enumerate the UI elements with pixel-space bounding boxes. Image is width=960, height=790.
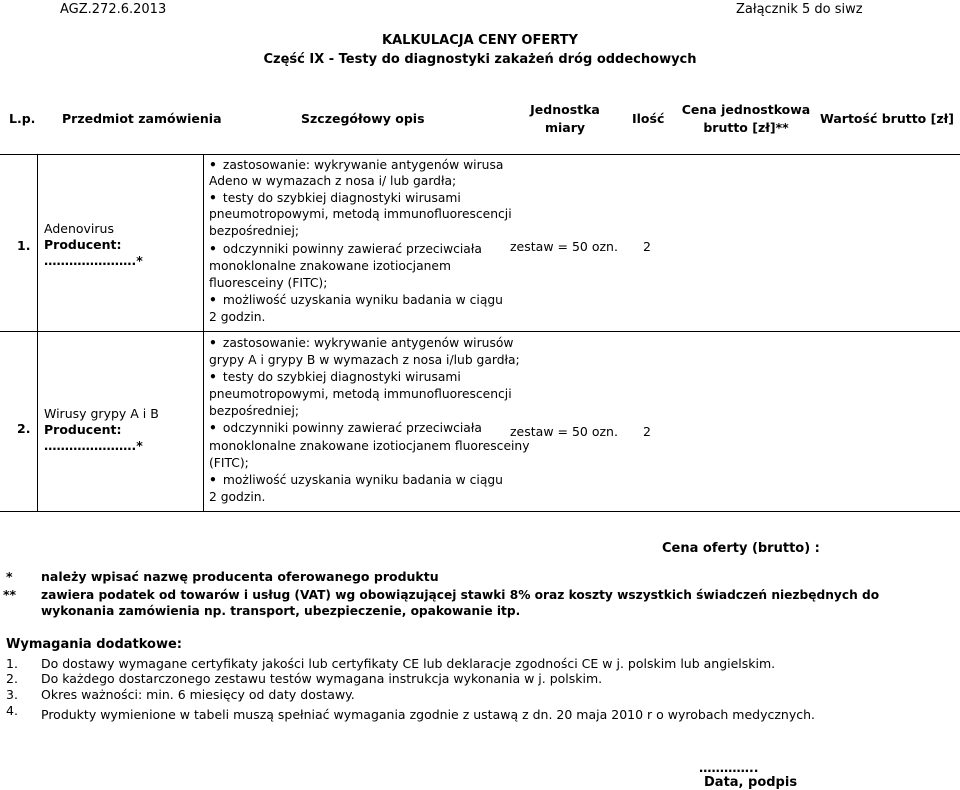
description-line: 2 godzin. [209, 310, 266, 324]
qty-value: 2 [643, 424, 651, 439]
description-line: 2 godzin. [209, 490, 266, 504]
description-line: monoklonalne znakowane izotiocjanem [209, 259, 451, 273]
list-item-number: 1. [6, 656, 18, 671]
row-number: 1. [17, 238, 31, 253]
description-line: pneumotropowymi, metodą immunofluorescencji [209, 387, 512, 401]
description-line: bezpośredniej; [209, 224, 300, 238]
header-description: Szczegółowy opis [301, 111, 425, 126]
footnote-text: zawiera podatek od towarów i usług (VAT) wg obowiązującej stawki 8% oraz koszty wszystkich świadczeń niezbędnych do wykonania zamówienia np. transport, ubezpieczenie, opakowanie itp. [41, 588, 880, 618]
subject-name: Adenovirus [44, 221, 114, 236]
description-line: bezpośredniej; [209, 404, 300, 418]
signature-label: Data, podpis [704, 775, 798, 790]
header-unit-line1: Jednostka [530, 102, 600, 117]
row-number: 2. [17, 421, 31, 436]
list-item: Produkty wymienione w tabeli muszą spełniać wymagania zgodnie z ustawą z dn. 20 maja 2010 r o wyrobach medycznych. [41, 707, 815, 722]
attachment-label: Załącznik 5 do siwz [736, 2, 863, 17]
subject-name: Wirusy grypy A i B [44, 406, 159, 421]
unit-value: zestaw = 50 ozn. [510, 239, 618, 254]
list-item-number: 3. [6, 687, 18, 702]
list-item: Do dostawy wymagane certyfikaty jakości lub certyfikaty CE lub deklaracje zgodności CE w j. polskim lub angielskim. [41, 656, 776, 671]
list-item-number: 2. [6, 671, 18, 686]
producer-field[interactable]: ………………….* [44, 438, 143, 453]
description-line: grypy A i grypy B w wymazach z nosa i/lub gardła; [209, 353, 520, 367]
producer-field[interactable]: ………………….* [44, 253, 143, 268]
description-line: fluoresceiny (FITC); [209, 276, 328, 290]
description-line: monoklonalne znakowane izotiocjanem fluoresceiny [209, 439, 530, 453]
total-price-label: Cena oferty (brutto) : [662, 541, 820, 556]
description-line: zastosowanie: wykrywanie antygenów wirusów [222, 336, 514, 350]
footnote-mark: * [6, 569, 13, 584]
header-lp: L.p. [9, 111, 36, 126]
header-price-line1: Cena jednostkowa [681, 102, 811, 117]
document-subtitle: Część IX - Testy do diagnostyki zakażeń dróg oddechowych [263, 52, 697, 67]
description-line: możliwość uzyskania wyniku badania w ciągu [222, 473, 503, 487]
footnote-mark: ** [3, 587, 17, 602]
document-ref: AGZ.272.6.2013 [60, 2, 167, 17]
header-qty: Ilość [632, 111, 665, 126]
unit-value: zestaw = 50 ozn. [510, 424, 618, 439]
qty-value: 2 [643, 239, 651, 254]
header-price-line2: brutto [zł]** [703, 120, 789, 135]
requirements-title: Wymagania dodatkowe: [6, 637, 183, 652]
producer-label: Producent: [44, 422, 122, 437]
description-line: (FITC); [209, 456, 249, 470]
description-line: zastosowanie: wykrywanie antygenów wirusa [222, 158, 504, 172]
list-item: Do każdego dostarczonego zestawu testów wymagana instrukcja wykonania w j. polskim. [41, 671, 603, 686]
header-value: Wartość brutto [zł] [820, 111, 954, 126]
footnote-text: należy wpisać nazwę producenta oferowanego produktu [41, 569, 439, 584]
document-title: KALKULACJA CENY OFERTY [382, 33, 578, 48]
list-item: Okres ważności: min. 6 miesięcy od daty dostawy. [41, 687, 355, 702]
signature-line: ………….. [699, 760, 759, 775]
header-subject: Przedmiot zamówienia [62, 111, 222, 126]
header-unit-line2: miary [544, 120, 586, 135]
description-line: pneumotropowymi, metodą immunofluorescencji [209, 207, 512, 221]
description-line: odczynniki powinny zawierać przeciwciała [222, 421, 482, 435]
list-item-number: 4. [6, 703, 18, 718]
description-line: możliwość uzyskania wyniku badania w ciągu [222, 293, 503, 307]
description-line: testy do szybkiej diagnostyki wirusami [222, 370, 461, 384]
producer-label: Producent: [44, 237, 122, 252]
description-line: odczynniki powinny zawierać przeciwciała [222, 242, 482, 256]
description-line: Adeno w wymazach z nosa i/ lub gardła; [209, 174, 457, 188]
description-line: testy do szybkiej diagnostyki wirusami [222, 191, 461, 205]
